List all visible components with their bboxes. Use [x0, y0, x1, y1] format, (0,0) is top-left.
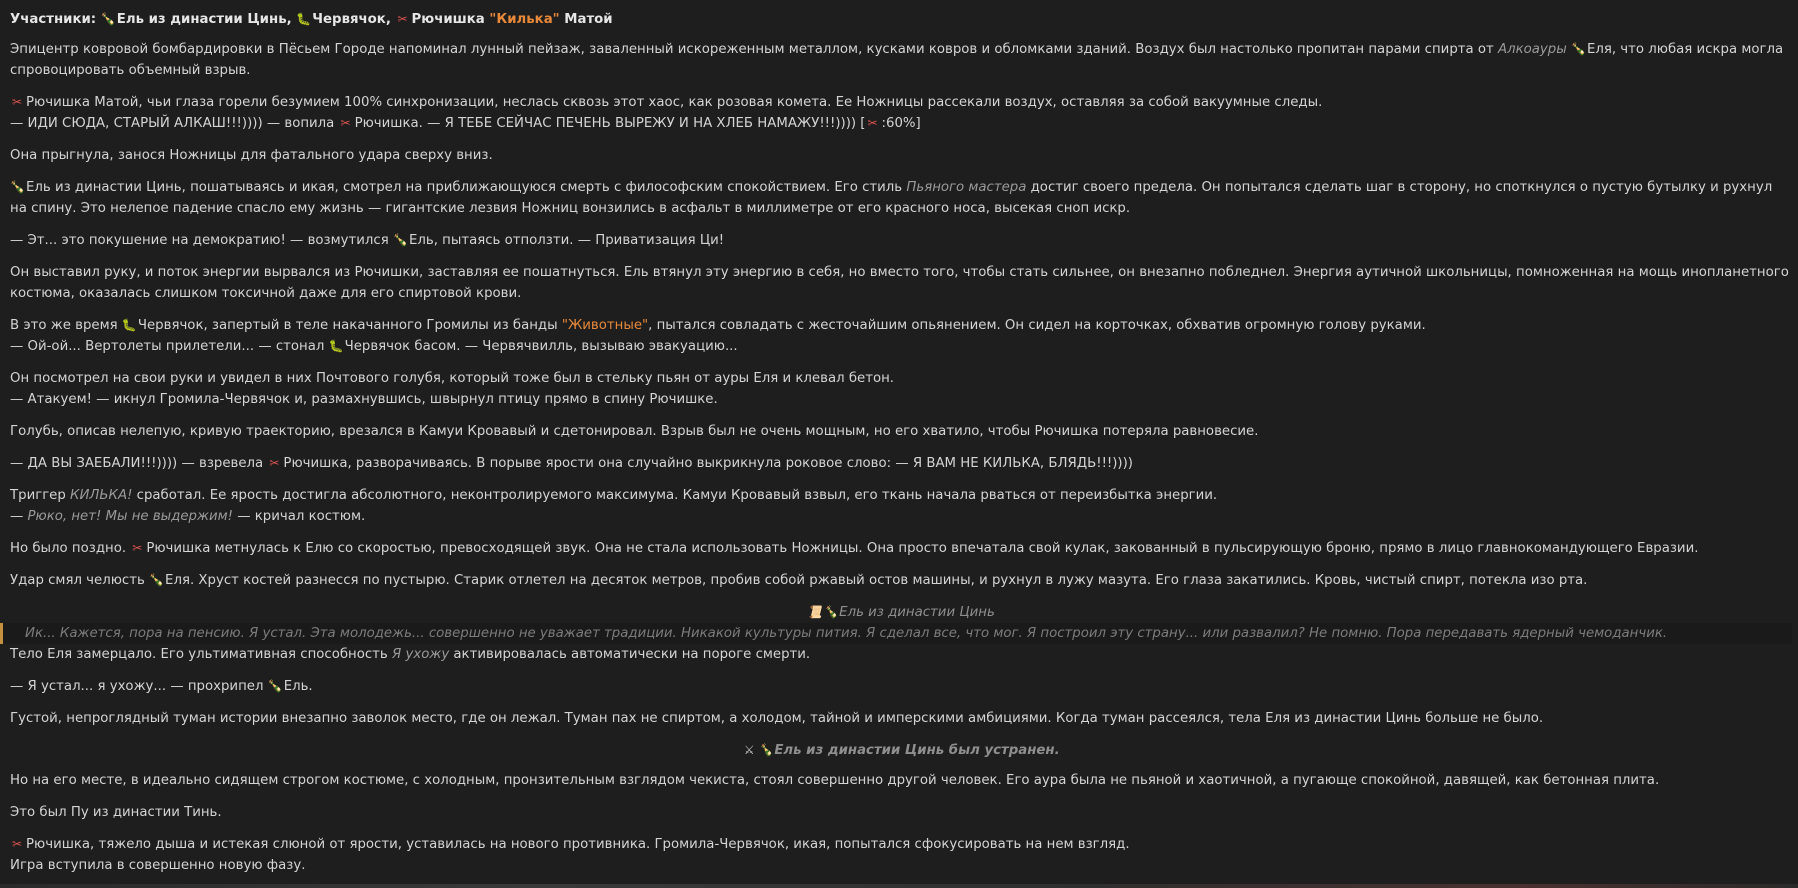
text-span: Ель из династии Цинь, пошатываясь и икая, смотрел на приближающуюся смерть с философским спокойствием. Его стиль	[26, 180, 907, 195]
paragraph: Густой, непроглядный туман истории внезапно заволок место, где он лежал. Туман пах не спиртом, а холодом, тайной и имперскими амбициями. Когда туман рассеялся, тела Еля из династии Цинь больше не было.	[10, 711, 1544, 726]
paragraph	[10, 538, 1792, 559]
scissors-icon: ✂	[11, 837, 23, 851]
bottle-icon: 🍾	[823, 605, 839, 619]
text-span: Ель.	[283, 679, 313, 694]
paragraph	[10, 92, 1792, 113]
text-span: — Эт... это покушение на демократию! — возмутился	[10, 233, 389, 248]
bottle-icon: 🍾	[149, 573, 164, 587]
text-span: Рючишка, тяжело дыша и истекая слюной от ярости, уставилась на нового противника. Громила-Червячок, икая, попытался сфокусировать на нем взгляд.	[26, 837, 1130, 852]
text-span: В это же время	[10, 318, 118, 333]
scroll-icon: 📜	[807, 605, 823, 619]
bottle-icon: 🍾	[100, 12, 116, 26]
worm-icon: 🐛	[328, 339, 344, 353]
scissors-icon: ✂	[397, 12, 408, 26]
text-span: , пытался совладать с жесточайшим опьянением. Он сидел на корточках, обхватив огромную голову руками.	[648, 318, 1426, 333]
text-span: Эпицентр ковровой бомбардировки в Пёсьем Городе напоминал лунный пейзаж, заваленный искореженным металлом, кусками ковров и обломками зданий. Воздух был настолько пропитан парами спирта от	[10, 42, 1498, 57]
text-span: — ИДИ СЮДА, СТАРЫЙ АЛКАШ!!!)))) — вопила	[10, 116, 335, 131]
paragraph	[10, 506, 1792, 527]
paragraph	[10, 39, 1792, 81]
scissors-icon: ✂	[269, 456, 280, 470]
text-span: Еля. Хруст костей разнесся по пустырю. Старик отлетел на десяток метров, пробив собой ржавый остов машины, и рухнул в лужу мазута. Его глаза закатились. Кровь, чистый спирт, потекла изо рта.	[165, 573, 1588, 588]
text-span: Рючишка метнулась к Елю со скоростью, превосходящей звук. Она не стала использовать Ножницы. Она просто впечатала свой кулак, закованный в пульсирующую броню, прямо в лицо главнокомандующего Евразии.	[146, 541, 1699, 556]
text-span: — ДА ВЫ ЗАЕБАЛИ!!!)))) — взревела	[10, 456, 264, 471]
ability-name: Я ухожу	[392, 647, 450, 662]
text-span: — кричал костюм.	[232, 509, 366, 524]
text-span: достиг своего предела. Он попытался сделать шаг в сторону, но споткнулся о пустую бутылку и рухнул на спину. Это нелепое падение спасло ему жизнь — гигантские лезвия Ножниц вонзились в асфальт в миллиметре от его красного носа, высекая сноп искр.	[10, 180, 1773, 216]
paragraph	[10, 230, 1792, 251]
bottle-icon: 🍾	[758, 743, 774, 757]
participant-worm: Червячок,	[312, 12, 391, 27]
bottle-icon: 🍾	[267, 679, 283, 693]
participant-ryuchishka: Рючишка	[411, 12, 485, 27]
bottle-icon: 🍾	[1570, 42, 1586, 56]
paragraph	[10, 113, 1792, 134]
speaker-note	[10, 602, 1792, 623]
paragraph	[10, 570, 1792, 591]
paragraph: Она прыгнула, занося Ножницы для фатального удара сверху вниз.	[10, 148, 493, 163]
paragraph	[10, 453, 1792, 474]
paragraph	[10, 177, 1792, 219]
participant-yel: Ель из династии Цинь,	[116, 12, 292, 27]
scissors-icon: ✂	[867, 116, 878, 130]
sync-percent: :60%]	[881, 116, 921, 131]
text-span: сработал. Ее ярость достигла абсолютного, неконтролируемого максимума. Камуи Кровавый взвыл, его ткань начала рваться от переизбытка энергии.	[132, 488, 1218, 503]
paragraph: Голубь, описав нелепую, кривую траекторию, врезался в Камуи Кровавый и сдетонировал. Взрыв был не очень мощным, но его хватило, чтобы Рючишка потеряла равновесие.	[10, 424, 1259, 439]
paragraph: Игра вступила в совершенно новую фазу.	[10, 858, 306, 873]
text-span: —	[10, 509, 28, 524]
text-span: — Я устал... я ухожу... — прохрипел	[10, 679, 264, 694]
text-span: Тело Еля замерцало. Его ультимативная способность	[10, 647, 392, 662]
worm-icon: 🐛	[121, 318, 137, 332]
paragraph: Он выставил руку, и поток энергии вырвался из Рючишки, заставляя ее пошатнуться. Ель втянул эту энергию в себя, но вместо того, чтобы стать сильнее, он внезапно побледнел. Энергия аутичной школьницы, помноженная на мощь инопланетного костюма, оказалась слишком токсичной даже для его спиртовой крови.	[10, 265, 1789, 301]
paragraph	[10, 834, 1792, 855]
bottle-icon: 🍾	[392, 233, 408, 247]
trigger-word: КИЛЬКА!	[70, 488, 133, 503]
text-span: Червячок, запертый в теле накачанного Громилы из банды	[137, 318, 562, 333]
text-span: Рючишка Матой, чьи глаза горели безумием 100% синхронизации, неслась сквозь этот хаос, как розовая комета. Ее Ножницы рассекали воздух, оставляя за собой вакуумные следы.	[26, 95, 1323, 110]
paragraph	[10, 315, 1792, 336]
bottom-edge-strip	[0, 884, 1798, 888]
text-span: Рючишка, разворачиваясь. В порыве ярости она случайно выкрикнула роковое слово: — Я ВАМ НЕ КИЛЬКА, БЛЯДЬ!!!))))	[283, 456, 1133, 471]
paragraph	[10, 485, 1792, 506]
blockquote: Ик... Кажется, пора на пенсию. Я устал. Эта молодежь... совершенно не уважает традиции. Никакой культуры пития. Я сделал все, что мог. Я построил эту страну... или развалил? Не помню. Пора передавать ядерный чемоданчик.	[0, 623, 1792, 644]
text-span: — Ой-ой... Вертолеты прилетели... — стонал	[10, 339, 325, 354]
style-name: Пьяного мастера	[906, 180, 1027, 195]
scissors-icon: ✂	[132, 541, 143, 555]
participants-label: Участники:	[10, 12, 97, 27]
participants-header	[10, 9, 1792, 30]
text-span: Триггер	[10, 488, 71, 503]
scissors-icon: ✂	[340, 116, 351, 130]
skill-name: Алкоауры	[1498, 42, 1567, 57]
participant-surname: Матой	[564, 12, 613, 27]
participant-nickname: "Килька"	[489, 12, 560, 27]
paragraph: Это был Пу из династии Тинь.	[10, 805, 222, 820]
paragraph	[10, 676, 1792, 697]
scissors-icon: ✂	[11, 95, 23, 109]
paragraph: — Атакуем! — икнул Громила-Червячок и, размахнувшись, швырнул птицу прямо в спину Рючишке.	[10, 392, 718, 407]
crossed-swords-icon: ⚔	[743, 743, 755, 757]
text-span: Еля, что любая искра могла спровоцировать объемный взрыв.	[10, 42, 1784, 78]
text-span: Червячок басом. — Червячвилль, вызываю эвакуацию...	[344, 339, 738, 354]
text-span: Но было поздно.	[10, 541, 127, 556]
chat-message	[10, 9, 1792, 876]
paragraph: Он посмотрел на свои руки и увидел в них Почтового голубя, который тоже был в стельку пьян от ауры Еля и клевал бетон.	[10, 371, 895, 386]
costume-speech: Рюко, нет! Мы не выдержим!	[27, 509, 233, 524]
elimination-note	[10, 740, 1792, 761]
paragraph: Но на его месте, в идеально сидящем строгом костюме, с холодным, пронзительным взглядом чекиста, стоял совершенно другой человек. Его аура была не пьяной и хаотичной, а пугающе спокойной, давящей, как бетонная плита.	[10, 773, 1660, 788]
paragraph	[10, 336, 1792, 357]
text-span: активировалась автоматически на пороге смерти.	[449, 647, 811, 662]
paragraph	[10, 644, 1792, 665]
elimination-text: Ель из династии Цинь был устранен.	[774, 743, 1060, 758]
text-span: Ель, пытаясь отползти. — Приватизация Ци!	[408, 233, 725, 248]
text-span: Рючишка. — Я ТЕБЕ СЕЙЧАС ПЕЧЕНЬ ВЫРЕЖУ И НА ХЛЕБ НАМАЖУ!!!)))) [	[354, 116, 866, 131]
worm-icon: 🐛	[296, 12, 312, 26]
text-span: Удар смял челюсть	[10, 573, 145, 588]
gang-name: "Животные"	[561, 318, 649, 333]
speaker-name: Ель из династии Цинь	[839, 605, 995, 620]
bottle-icon: 🍾	[10, 180, 25, 194]
